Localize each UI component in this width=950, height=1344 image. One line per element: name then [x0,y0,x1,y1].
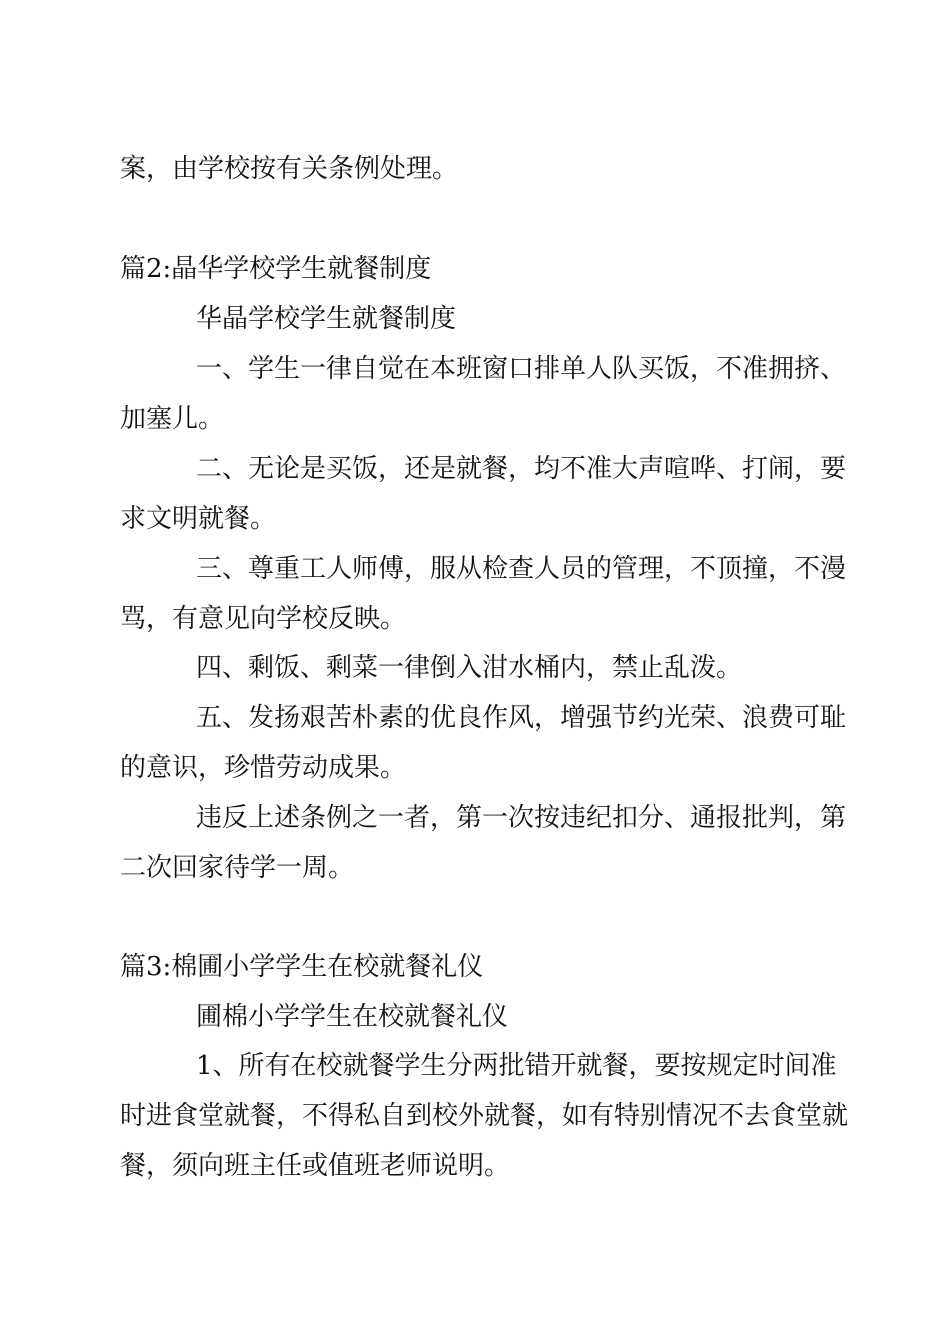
paragraph-line: 时进食堂就餐，不得私自到校外就餐，如有特别情况不去食堂就 [120,1101,849,1131]
paragraph-line: 餐，须向班主任或值班老师说明。 [120,1151,511,1181]
paragraph-line: 案，由学校按有关条例处理。 [120,154,459,184]
paragraph-line: 加塞儿。 [120,404,225,434]
paragraph-line: 求文明就餐。 [120,504,277,534]
paragraph-line: 二次回家待学一周。 [120,853,355,883]
paragraph-line: 违反上述条例之一者，第一次按违纪扣分、通报批判，第 [196,803,847,833]
paragraph-line: 四、剩饭、剩菜一律倒入泔水桶内，禁止乱泼。 [196,653,743,683]
section-heading-3: 篇3:棉圃小学学生在校就餐礼仪 [120,952,484,982]
section-subtitle-2: 华晶学校学生就餐制度 [196,304,457,334]
paragraph-line: 二、无论是买饭，还是就餐，均不准大声喧哗、打闹，要 [196,454,847,484]
paragraph-line: 一、学生一律自觉在本班窗口排单人队买饭，不准拥挤、 [196,354,847,384]
paragraph-line: 三、尊重工人师傅，服从检查人员的管理，不顶撞，不漫 [196,554,847,584]
paragraph-line: 骂，有意见向学校反映。 [120,604,407,634]
section-subtitle-3: 圃棉小学学生在校就餐礼仪 [196,1002,509,1032]
paragraph-line: 的意识，珍惜劳动成果。 [120,753,407,783]
paragraph-line: 五、发扬艰苦朴素的优良作风，增强节约光荣、浪费可耻 [196,703,847,733]
section-heading-2: 篇2:晶华学校学生就餐制度 [120,254,432,284]
paragraph-line: 1、所有在校就餐学生分两批错开就餐，要按规定时间准 [196,1051,837,1081]
